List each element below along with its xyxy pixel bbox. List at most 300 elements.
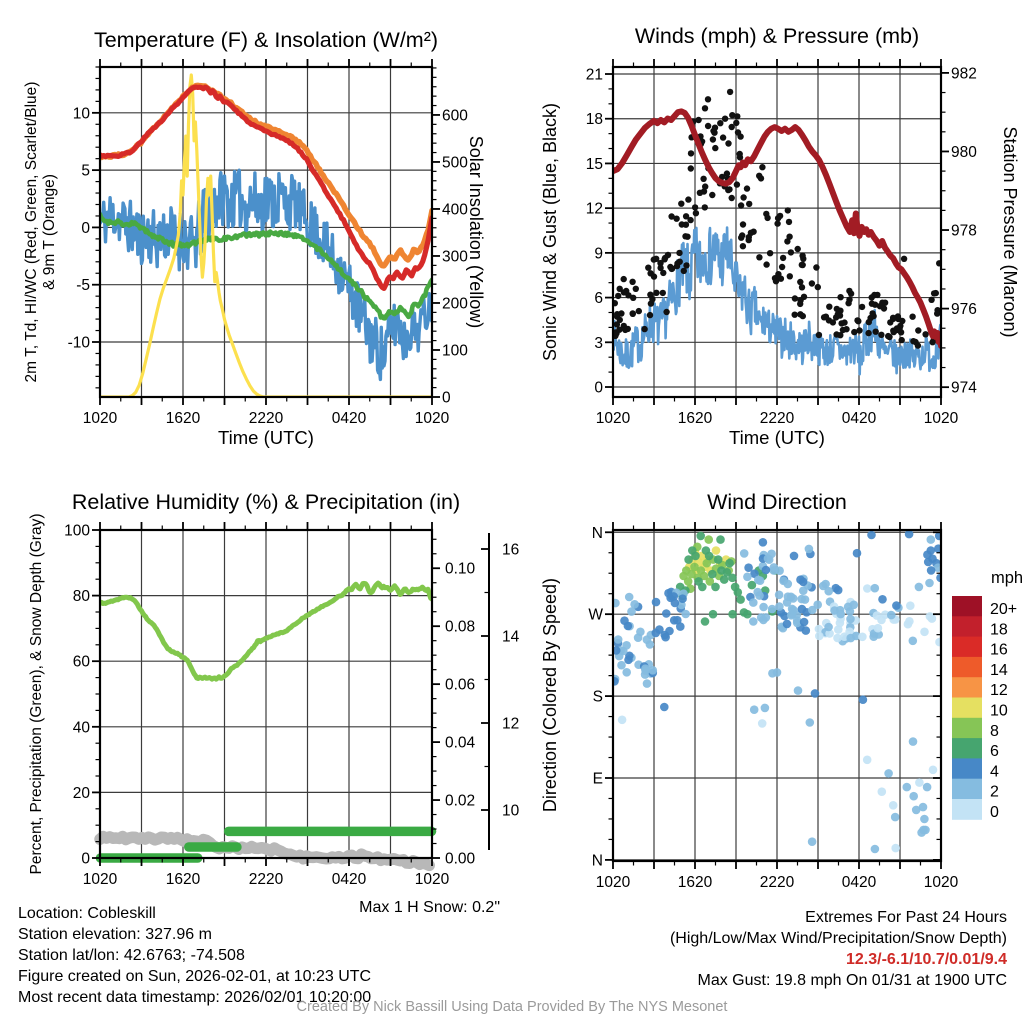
dot-wind-gusts (837, 312, 843, 318)
dot-wind-direction-dots (709, 610, 718, 619)
figure-created: Figure created on Sun, 2026-02-01, at 10:23 UTC (18, 968, 372, 985)
dot-wind-direction-dots (756, 576, 765, 585)
dot-wind-direction-dots (770, 563, 779, 572)
axis-label-humidity-left: Percent, Precipitation (Green), & Snow Depth (Gray) (28, 513, 45, 875)
dot-wind-direction-dots (714, 555, 723, 564)
dot-wind-gusts (705, 96, 711, 102)
dot-wind-gusts (899, 337, 905, 343)
tick-label-y: 976 (951, 301, 977, 319)
tick-label-x: 1020 (414, 871, 450, 888)
dot-wind-gusts (799, 284, 805, 290)
legend-swatch (952, 616, 982, 637)
tick-label-x: 1020 (82, 871, 118, 888)
dot-wind-gusts (774, 220, 780, 226)
dot-wind-gusts (677, 259, 683, 265)
dot-wind-gusts (792, 312, 798, 318)
dot-wind-direction-dots (858, 633, 867, 642)
dot-wind-direction-dots (762, 566, 771, 575)
dot-wind-gusts (734, 181, 740, 187)
legend-label: 10 (990, 702, 1008, 720)
station-latlon: Station lat/lon: 42.6763; -74.508 (18, 947, 245, 964)
dot-wind-gusts (720, 134, 726, 140)
dot-wind-direction-dots (652, 598, 661, 607)
dot-wind-direction-dots (808, 837, 817, 846)
dot-wind-direction-dots (923, 550, 932, 559)
dot-wind-gusts (700, 176, 706, 182)
tick-label-x: 2220 (248, 871, 284, 888)
tick-label-y: 400 (442, 201, 468, 219)
max-gust-label: Max Gust: 19.8 mph On 01/31 at 1900 UTC (697, 972, 1007, 989)
station-info-block (18, 903, 371, 1008)
dot-wind-direction-dots (794, 686, 803, 695)
legend-swatch (952, 596, 982, 617)
dot-wind-gusts (702, 105, 708, 111)
dot-wind-gusts (687, 217, 693, 223)
dot-wind-gusts (856, 327, 862, 333)
outer-axis-label: 10 (502, 802, 520, 820)
dot-wind-gusts (705, 123, 711, 129)
dot-wind-direction-dots (927, 566, 936, 575)
dot-wind-gusts (758, 175, 764, 181)
chart-title-temperature: Temperature (F) & Insolation (W/m²) (93, 28, 439, 52)
dot-wind-direction-dots (798, 605, 807, 614)
legend-label: 16 (990, 641, 1008, 659)
dot-wind-gusts (746, 234, 752, 240)
dot-wind-direction-dots (834, 625, 843, 634)
dot-wind-gusts (909, 314, 915, 320)
dot-wind-gusts (617, 317, 623, 323)
dot-wind-gusts (695, 117, 701, 123)
axis-label-temperature-left-1: 2m T, Td, HI/WC (Red, Green, Scarlet/Blue) (23, 81, 40, 383)
dot-wind-gusts (821, 314, 827, 320)
plot-winds-pressure (586, 59, 977, 427)
dot-wind-gusts (682, 233, 688, 239)
axis-label-direction-left: Direction (Colored By Speed) (540, 577, 560, 813)
legend-label: 14 (990, 661, 1008, 679)
dot-wind-gusts (816, 332, 822, 338)
dot-wind-direction-dots (935, 638, 944, 647)
dot-wind-direction-dots (906, 601, 915, 610)
dot-wind-direction-dots (661, 631, 670, 640)
tick-label-y: 0.10 (445, 560, 476, 578)
tick-label-y: 978 (951, 222, 977, 240)
dot-wind-direction-dots (833, 634, 842, 643)
dot-wind-direction-dots (846, 615, 855, 624)
dot-wind-direction-dots (684, 577, 693, 586)
dot-wind-direction-dots (921, 826, 930, 835)
dot-wind-gusts (775, 271, 781, 277)
dot-wind-direction-dots (784, 592, 793, 601)
credit-line: Created By Nick Bassill Using Data Provided By The NYS Mesonet (296, 999, 728, 1015)
legend-label: 6 (990, 743, 999, 761)
axis-label-pressure-right: Station Pressure (Maroon) (1000, 126, 1020, 338)
dot-wind-gusts (830, 319, 836, 325)
dot-wind-direction-dots (736, 595, 745, 604)
dot-wind-direction-dots (805, 545, 814, 554)
dot-wind-gusts (799, 262, 805, 268)
dot-wind-direction-dots (824, 587, 833, 596)
dot-wind-direction-dots (909, 737, 918, 746)
dot-wind-gusts (928, 297, 934, 303)
plot-humidity-precip (64, 522, 519, 888)
dot-wind-gusts (683, 262, 689, 268)
dot-wind-gusts (931, 290, 937, 296)
dot-wind-gusts (869, 294, 875, 300)
dot-wind-gusts (873, 329, 879, 335)
dot-wind-gusts (886, 334, 892, 340)
dot-wind-direction-dots (716, 535, 725, 544)
dot-wind-direction-dots (676, 622, 685, 631)
dot-wind-direction-dots (622, 668, 631, 677)
legend-swatch (952, 758, 982, 779)
dot-wind-gusts (896, 325, 902, 331)
dot-wind-gusts (786, 219, 792, 225)
dot-wind-direction-dots (712, 546, 721, 555)
station-location: Location: Cobleskill (18, 905, 156, 922)
tick-label-y: 0.04 (445, 734, 476, 752)
dot-wind-gusts (733, 120, 739, 126)
tick-label-y: 3 (594, 334, 603, 352)
chart-title-wind-direction: Wind Direction (707, 490, 847, 514)
tick-label-x: 1020 (923, 874, 959, 891)
tick-label-x: 0420 (331, 410, 367, 427)
dot-wind-gusts (872, 302, 878, 308)
legend-label: 12 (990, 682, 1008, 700)
tick-label-x: 1620 (165, 871, 201, 888)
dot-wind-direction-dots (704, 535, 713, 544)
dot-wind-gusts (738, 202, 744, 208)
dot-wind-gusts (735, 129, 741, 135)
dot-wind-direction-dots (920, 815, 929, 824)
dot-wind-direction-dots (698, 583, 707, 592)
dot-wind-gusts (859, 304, 865, 310)
dot-wind-gusts (799, 253, 805, 259)
dot-wind-gusts (846, 288, 852, 294)
dot-wind-direction-dots (905, 617, 914, 626)
dot-wind-gusts (773, 278, 779, 284)
legend-swatch (952, 637, 982, 658)
dot-wind-direction-dots (678, 594, 687, 603)
dot-wind-direction-dots (783, 620, 792, 629)
dot-wind-direction-dots (909, 637, 918, 646)
dot-wind-gusts (685, 196, 691, 202)
tick-label-y: 12 (585, 200, 603, 218)
legend-label: 0 (990, 804, 999, 821)
dot-wind-gusts (899, 318, 905, 324)
axis-label-temperature-left-2: & 9m T (Orange) (41, 174, 58, 290)
tick-label-y: 0.02 (445, 792, 476, 810)
dot-wind-direction-dots (696, 532, 705, 541)
dot-wind-gusts (616, 327, 622, 333)
dot-wind-gusts (869, 310, 875, 316)
dot-wind-direction-dots (891, 813, 900, 822)
dot-wind-gusts (779, 264, 785, 270)
dot-wind-direction-dots (811, 689, 820, 698)
dot-wind-direction-dots (884, 769, 893, 778)
tick-label-x: 1620 (165, 410, 201, 427)
tick-label-y: 9 (594, 245, 603, 263)
tick-label-x: 2220 (759, 410, 795, 427)
dot-wind-direction-dots (627, 607, 636, 616)
dot-wind-direction-dots (728, 574, 737, 583)
dot-wind-gusts (649, 296, 655, 302)
dot-wind-gusts (901, 256, 907, 262)
dot-wind-gusts (729, 195, 735, 201)
dot-wind-gusts (617, 286, 623, 292)
dot-wind-gusts (763, 261, 769, 267)
dot-wind-direction-dots (779, 577, 788, 586)
dot-wind-direction-dots (614, 635, 623, 644)
tick-label-y: W (588, 606, 603, 624)
dot-wind-gusts (676, 250, 682, 256)
dot-wind-gusts (767, 250, 773, 256)
dot-wind-direction-dots (867, 531, 876, 540)
legend-title-mph: mph (991, 569, 1024, 587)
dot-wind-direction-dots (643, 679, 652, 688)
dot-wind-direction-dots (762, 613, 771, 622)
dot-wind-gusts (629, 279, 635, 285)
dot-wind-gusts (615, 293, 621, 299)
dot-wind-gusts (834, 306, 840, 312)
tick-label-y: 20 (72, 784, 90, 802)
dot-wind-direction-dots (753, 588, 762, 597)
dot-wind-direction-dots (725, 559, 734, 568)
tick-label-y: 60 (72, 653, 90, 671)
dot-wind-direction-dots (749, 617, 758, 626)
dot-wind-gusts (756, 254, 762, 260)
dot-wind-direction-dots (927, 535, 936, 544)
tick-label-y: N (591, 852, 603, 870)
dot-wind-gusts (882, 300, 888, 306)
outer-axis-label: 14 (502, 628, 520, 646)
tick-label-y: 974 (951, 379, 977, 397)
axis-label-time-tr: Time (UTC) (729, 427, 825, 448)
tick-label-x: 1020 (595, 874, 631, 891)
dot-wind-gusts (922, 331, 928, 337)
dot-wind-gusts (795, 246, 801, 252)
tick-label-x: 1020 (414, 410, 450, 427)
plot-temperature-insolation (68, 59, 469, 427)
dot-wind-direction-dots (853, 549, 862, 558)
dot-wind-gusts (797, 301, 803, 307)
legend-swatch (952, 799, 982, 820)
dot-wind-gusts (653, 290, 659, 296)
tick-label-y: 100 (442, 342, 468, 360)
dot-wind-direction-dots (625, 593, 634, 602)
dot-wind-gusts (800, 313, 806, 319)
tick-label-x: 0420 (841, 874, 877, 891)
dot-wind-gusts (874, 292, 880, 298)
dot-wind-gusts (786, 234, 792, 240)
dot-wind-direction-dots (925, 579, 934, 588)
dot-wind-direction-dots (652, 629, 661, 638)
dot-wind-direction-dots (743, 573, 752, 582)
tick-label-y: 15 (585, 155, 603, 173)
dot-wind-direction-dots (740, 549, 749, 558)
dot-wind-direction-dots (758, 719, 767, 728)
dot-wind-direction-dots (691, 552, 700, 561)
dot-wind-gusts (739, 232, 745, 238)
dot-wind-gusts (630, 310, 636, 316)
tick-label-y: 300 (442, 248, 468, 266)
tick-label-y: -5 (76, 277, 90, 295)
dot-wind-gusts (746, 201, 752, 207)
dot-wind-direction-dots (759, 603, 768, 612)
dot-wind-gusts (662, 255, 668, 261)
dot-wind-direction-dots (768, 605, 777, 614)
dot-wind-gusts (710, 136, 716, 142)
tick-label-x: 2220 (759, 874, 795, 891)
dot-wind-gusts (692, 204, 698, 210)
dot-wind-direction-dots (923, 783, 932, 792)
dot-wind-direction-dots (889, 801, 898, 810)
dot-wind-direction-dots (834, 586, 843, 595)
dot-wind-direction-dots (892, 601, 901, 610)
dot-wind-direction-dots (850, 601, 859, 610)
dot-wind-direction-dots (705, 552, 714, 561)
dot-wind-gusts (744, 185, 750, 191)
tick-label-x: 1020 (595, 410, 631, 427)
chart-title-humidity: Relative Humidity (%) & Precipitation (in) (71, 490, 461, 514)
tick-label-y: 500 (442, 154, 468, 172)
tick-label-x: 0420 (841, 410, 877, 427)
dot-wind-gusts (618, 310, 624, 316)
dot-wind-direction-dots (764, 554, 773, 563)
dot-wind-gusts (785, 207, 791, 213)
dot-wind-direction-dots (871, 584, 880, 593)
dot-wind-direction-dots (775, 591, 784, 600)
dot-wind-gusts (710, 128, 716, 134)
chart-title-winds: Winds (mph) & Pressure (mb) (634, 24, 920, 48)
outer-axis-label: 12 (502, 715, 520, 733)
dot-wind-direction-dots (610, 677, 619, 686)
legend-swatch (952, 738, 982, 759)
tick-label-x: 2220 (248, 410, 284, 427)
dot-wind-direction-dots (808, 606, 817, 615)
dot-wind-gusts (740, 194, 746, 200)
dot-wind-gusts (636, 308, 642, 314)
tick-label-y: 5 (81, 162, 90, 180)
tick-label-x: 1020 (82, 410, 118, 427)
legend-label: 2 (990, 783, 999, 801)
dot-wind-direction-dots (618, 716, 627, 725)
legend-label: 8 (990, 722, 999, 740)
dot-wind-direction-dots (624, 622, 633, 631)
data-timestamp: Most recent data timestamp: 2026/02/01 10:20:00 (18, 989, 372, 1006)
dot-wind-direction-dots (859, 695, 868, 704)
dot-wind-direction-dots (891, 844, 900, 853)
dot-wind-gusts (780, 255, 786, 261)
tick-label-y: 980 (951, 143, 977, 161)
dot-wind-direction-dots (701, 617, 710, 626)
dot-wind-direction-dots (877, 616, 886, 625)
dot-wind-direction-dots (806, 718, 815, 727)
dot-wind-direction-dots (641, 666, 650, 675)
dot-wind-gusts (645, 265, 651, 271)
dot-wind-gusts (878, 332, 884, 338)
dot-wind-direction-dots (634, 633, 643, 642)
plot-wind-direction (588, 522, 1017, 891)
dot-wind-direction-dots (759, 538, 768, 547)
dot-wind-gusts (722, 116, 728, 122)
dot-wind-direction-dots (929, 766, 938, 775)
tick-label-y: 0 (81, 219, 90, 237)
dot-wind-gusts (792, 295, 798, 301)
dot-wind-gusts (693, 210, 699, 216)
dot-wind-gusts (712, 145, 718, 151)
dot-wind-direction-dots (824, 623, 833, 632)
dot-wind-gusts (678, 201, 684, 207)
dot-wind-gusts (697, 190, 703, 196)
dot-wind-direction-dots (815, 632, 824, 641)
dot-wind-gusts (641, 326, 647, 332)
dot-wind-direction-dots (871, 845, 880, 854)
dot-wind-gusts (663, 309, 669, 315)
dot-wind-direction-dots (915, 583, 924, 592)
legend-label: 4 (990, 763, 999, 781)
dot-wind-gusts (881, 305, 887, 311)
extremes-values: 12.3/-6.1/10.7/0.01/9.4 (845, 951, 1007, 968)
dot-wind-direction-dots (749, 598, 758, 607)
dot-wind-gusts (653, 256, 659, 262)
tick-label-y: E (592, 770, 603, 788)
dot-wind-direction-dots (920, 628, 929, 637)
dot-wind-direction-dots (743, 610, 752, 619)
dot-wind-direction-dots (711, 583, 720, 592)
dot-wind-gusts (915, 327, 921, 333)
tick-label-y: 982 (951, 65, 977, 83)
dot-wind-gusts (891, 329, 897, 335)
dot-wind-direction-dots (624, 656, 633, 665)
dot-wind-gusts (633, 286, 639, 292)
dot-wind-gusts (669, 266, 675, 272)
dot-wind-direction-dots (750, 705, 759, 714)
dot-wind-gusts (787, 273, 793, 279)
axis-label-insolation-right: Solar Insolation (Yellow) (466, 135, 486, 329)
dot-wind-gusts (841, 319, 847, 325)
dot-wind-direction-dots (915, 778, 924, 787)
dot-wind-direction-dots (887, 611, 896, 620)
dot-wind-gusts (890, 315, 896, 321)
dot-wind-gusts (764, 215, 770, 221)
tick-label-y: 200 (442, 295, 468, 313)
dot-wind-gusts (813, 264, 819, 270)
dot-wind-gusts (815, 284, 821, 290)
dot-wind-direction-dots (720, 575, 729, 584)
legend-swatch (952, 698, 982, 719)
dot-wind-direction-dots (903, 783, 912, 792)
dot-wind-direction-dots (863, 756, 872, 765)
dot-wind-gusts (651, 273, 657, 279)
dot-wind-direction-dots (878, 787, 887, 796)
dot-wind-gusts (833, 331, 839, 337)
axis-label-time-tl: Time (UTC) (218, 427, 314, 448)
dot-wind-gusts (660, 290, 666, 296)
dot-wind-gusts (837, 294, 843, 300)
tick-label-y: 80 (72, 588, 90, 606)
extremes-block (670, 907, 1007, 991)
dot-wind-direction-dots (863, 584, 872, 593)
dot-wind-gusts (681, 268, 687, 274)
tick-label-y: 0 (594, 379, 603, 397)
legend-swatch (952, 779, 982, 800)
dot-wind-gusts (740, 243, 746, 249)
tick-label-y: 40 (72, 719, 90, 737)
dot-wind-direction-dots (878, 595, 887, 604)
tick-label-x: 1620 (677, 410, 713, 427)
dot-wind-gusts (717, 120, 723, 126)
dot-wind-gusts (759, 164, 765, 170)
